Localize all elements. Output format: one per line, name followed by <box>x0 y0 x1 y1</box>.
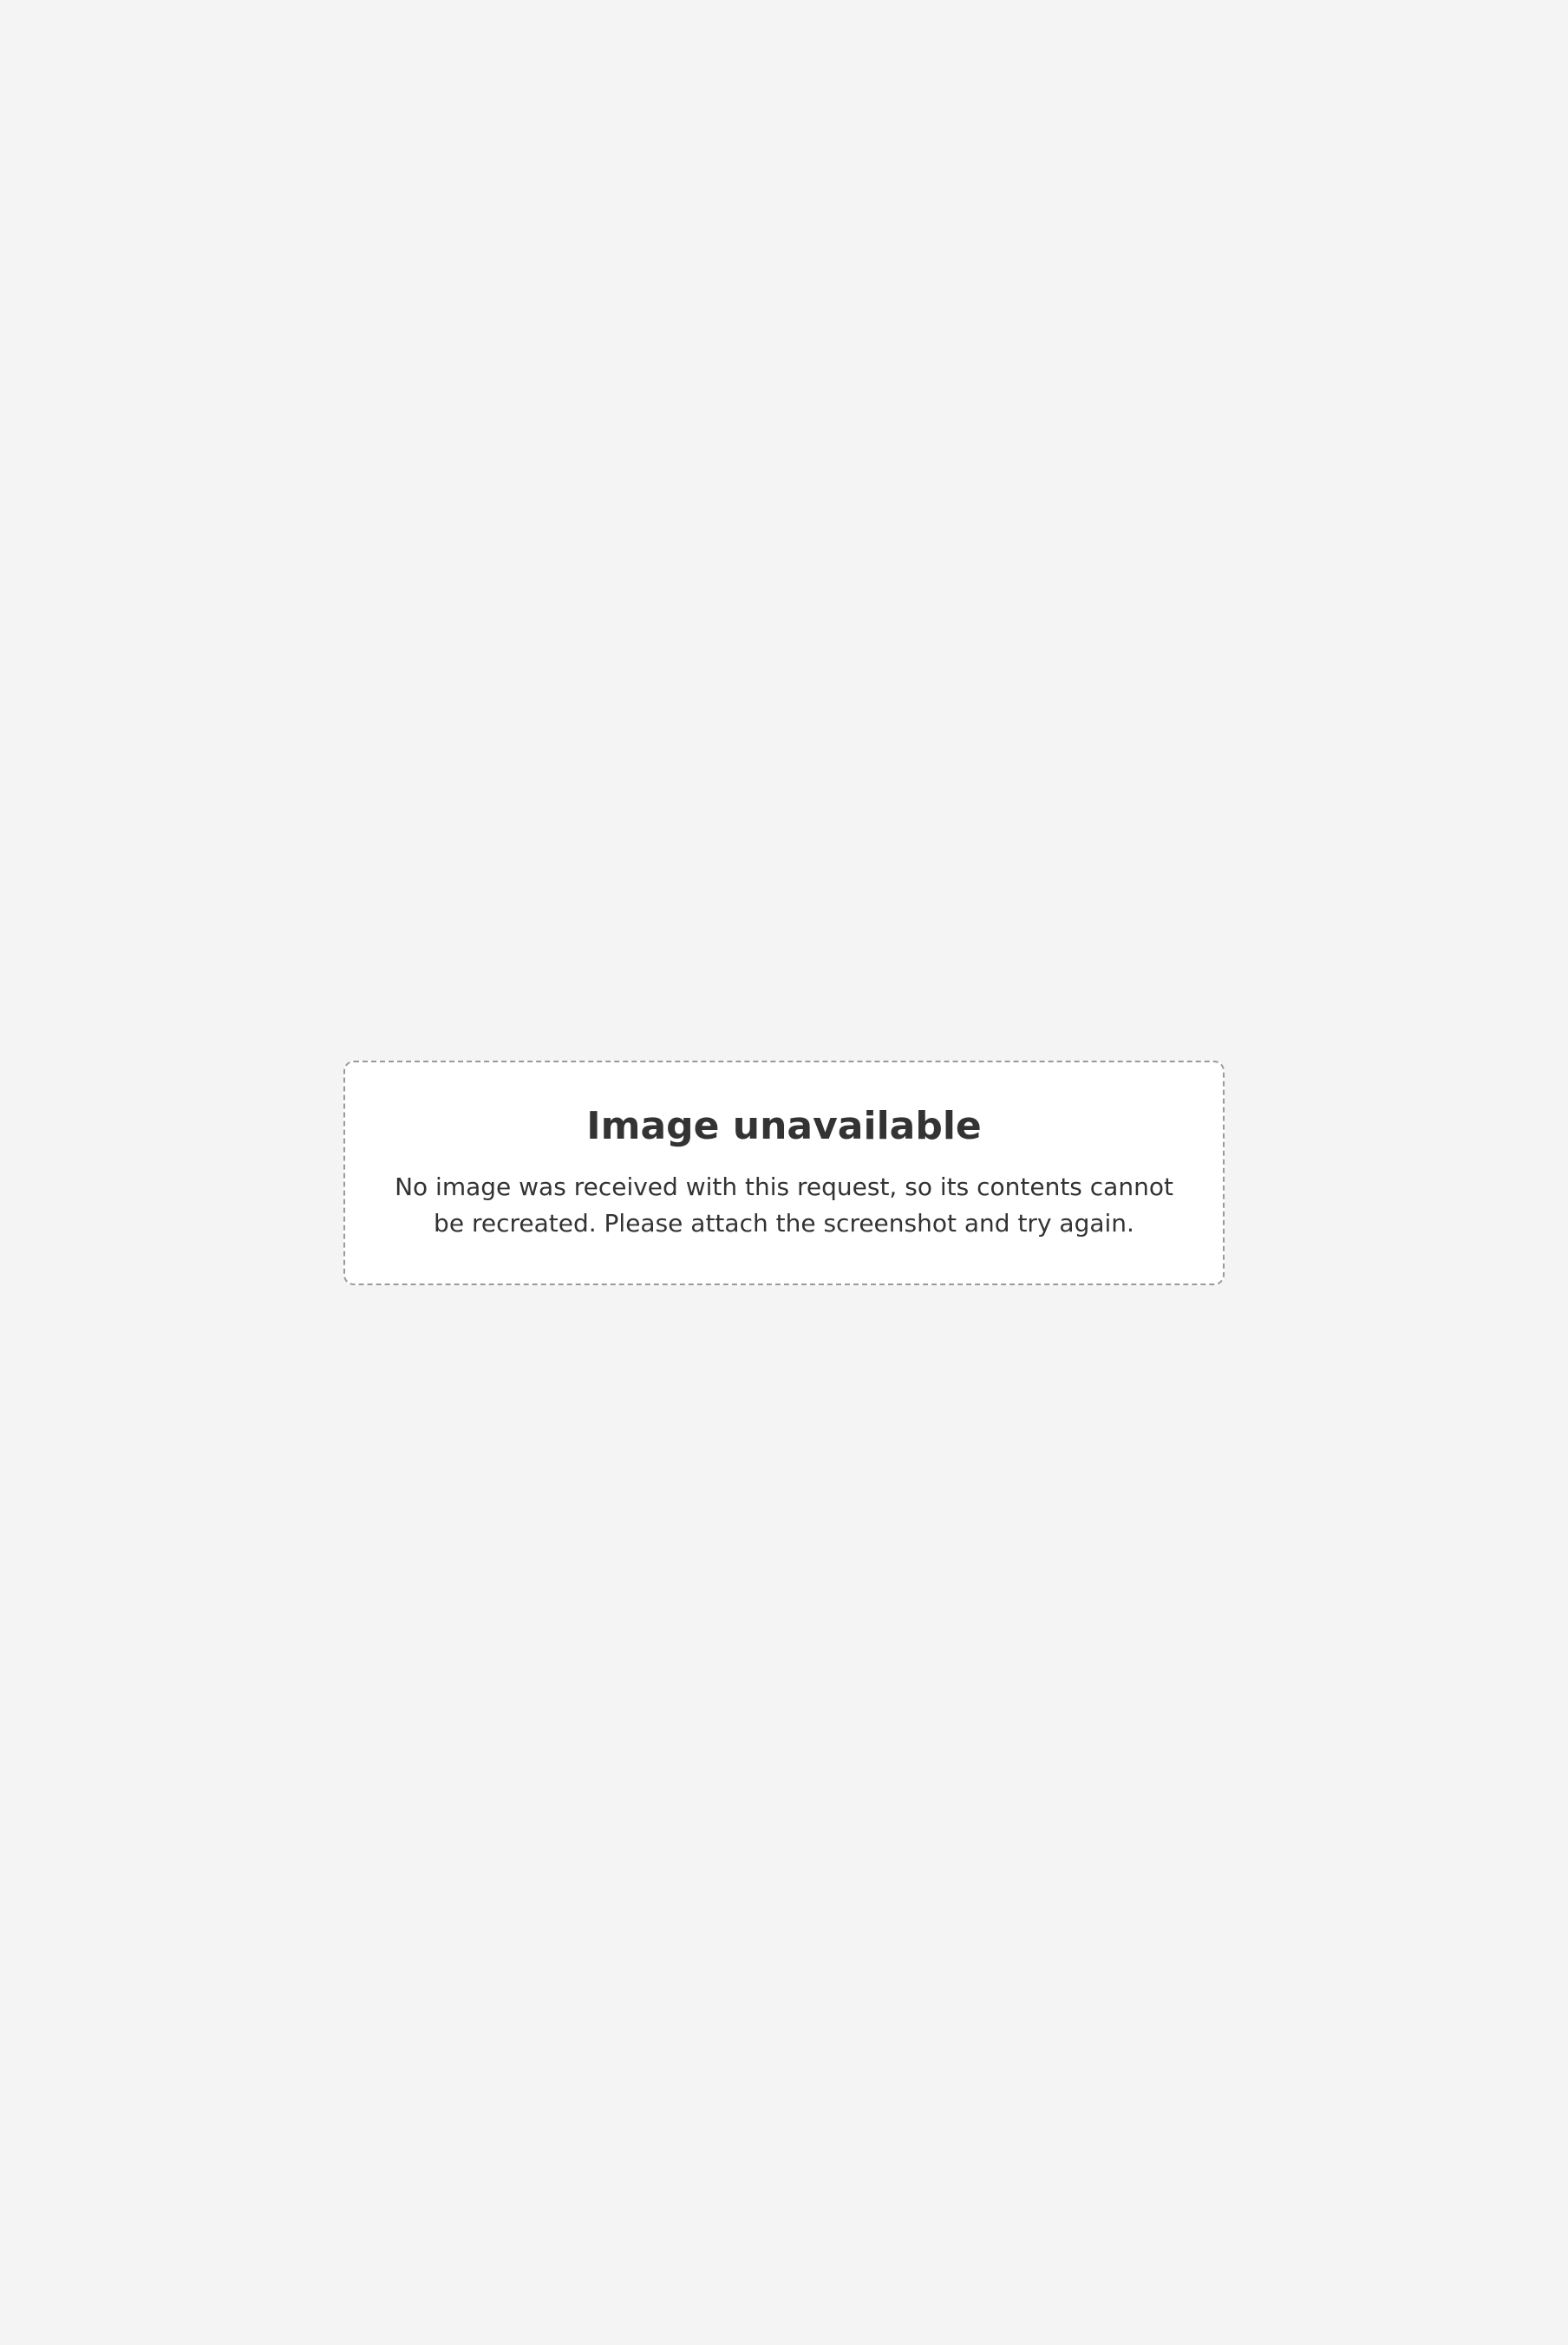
notice-title: Image unavailable <box>586 1103 982 1148</box>
missing-image-notice <box>343 1061 1225 1285</box>
notice-body: No image was received with this request, so its contents cannot be recreated. Please attach the screenshot and try again. <box>395 1172 1173 1238</box>
